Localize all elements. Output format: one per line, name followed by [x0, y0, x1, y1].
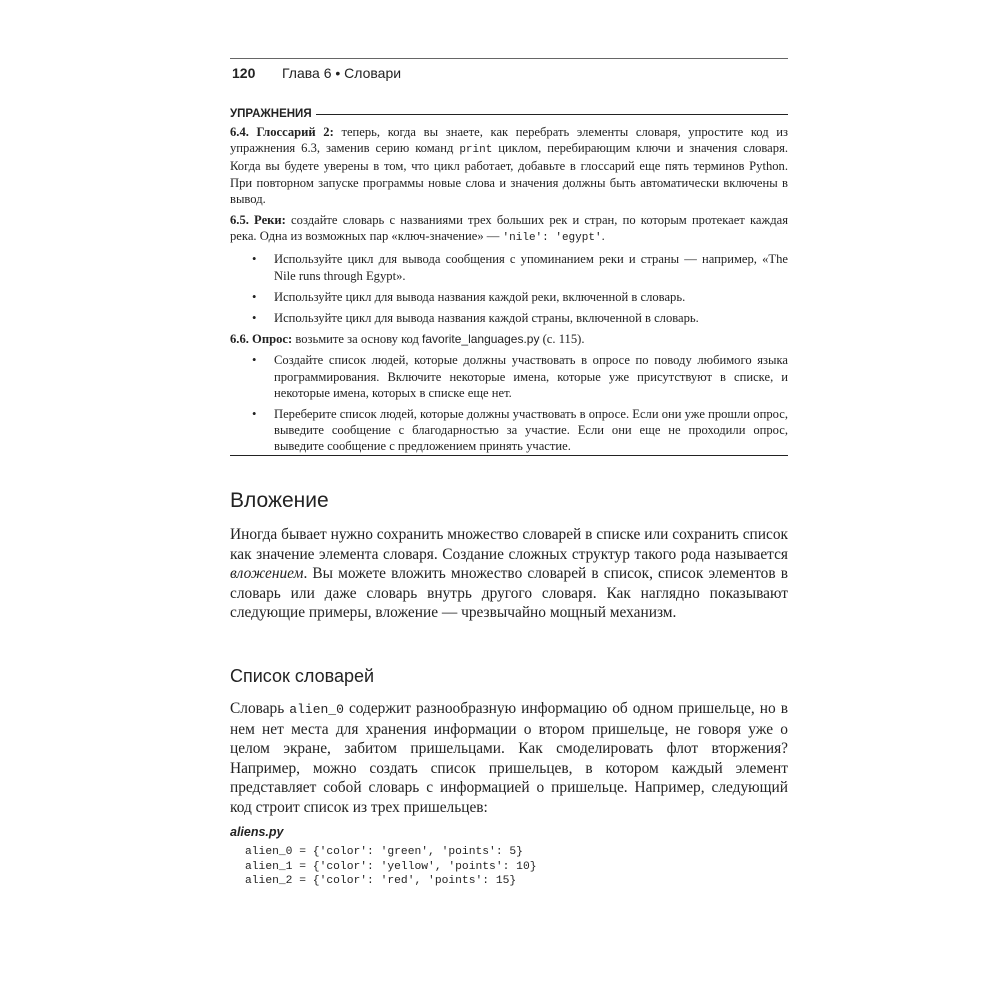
- exercise-label: 6.5. Реки:: [230, 213, 286, 228]
- exercise-6-6-bullets: [230, 352, 788, 454]
- list-item: [230, 289, 788, 305]
- list-item: [230, 251, 788, 283]
- exercise-label: 6.6. Опрос:: [230, 332, 293, 347]
- bullet-icon: •: [252, 407, 257, 422]
- file-reference: favorite_languages.py: [422, 332, 540, 347]
- exercise-text: .: [601, 229, 605, 244]
- bullet-icon: •: [252, 252, 257, 267]
- list-item-text: Создайте список людей, которые должны участвовать в опросе по поводу любимого языка программирования. Включите некоторые имена, которые уже присутствуют в списке, и некоторые имена, которых в списке еще нет.: [274, 353, 788, 400]
- exercises-bottom-rule: [230, 455, 788, 456]
- exercise-text: возьмите за основу код: [292, 332, 423, 347]
- paragraph-text: Иногда бывает нужно сохранить множество словарей в списке или сохранить список как значение элемента словаря. Создание сложных структур такого рода называется: [230, 526, 788, 563]
- list-item-text: Используйте цикл для вывода названия каждой страны, включенной в словарь.: [274, 311, 699, 326]
- inline-code: print: [459, 144, 493, 157]
- code-line: alien_1 = {'color': 'yellow', 'points': 10}: [245, 860, 537, 873]
- list-item-text: Используйте цикл для вывода сообщения с упоминанием реки и страны — например, «The Nile runs through Egypt».: [274, 252, 788, 283]
- page-number: 120: [232, 65, 256, 81]
- exercise-text: создайте словарь с названиями трех больших рек и стран, по которым протекает каждая река. Одна из возможных пар «ключ-значение» —: [230, 213, 788, 244]
- inline-code: 'nile': 'egypt': [502, 232, 602, 245]
- section-heading-nesting: Вложение: [230, 489, 329, 512]
- exercise-6-6: [230, 331, 788, 347]
- chapter-title: Глава 6 • Словари: [282, 65, 402, 81]
- exercises-title-bar: [230, 104, 788, 120]
- code-line: alien_2 = {'color': 'red', 'points': 15}: [245, 875, 517, 887]
- section-heading-list-of-dicts: Список словарей: [230, 666, 375, 686]
- exercise-6-5: [230, 212, 788, 246]
- exercises-box: [230, 124, 788, 460]
- paragraph-text: Словарь: [230, 700, 290, 717]
- list-item: [230, 310, 788, 326]
- list-item: [230, 406, 788, 455]
- bullet-icon: •: [252, 311, 257, 326]
- bullet-icon: •: [252, 289, 257, 304]
- code-line: alien_0 = {'color': 'green', 'points': 5}: [245, 846, 523, 858]
- exercises-title: УПРАЖНЕНИЯ: [230, 108, 316, 120]
- paragraph-text: содержит разнообразную информацию об одном пришельце, но в нем нет места для хранения информации о втором пришельце, не говоря уже о целом экране, забитом пришельцами. Как смоделировать флот вторжения? Например, можно создать список пришельцев, в котором каждый элемент представляет собой словарь с информацией о пришельце. Например, следующий код строит список из трех пришельцев:: [230, 700, 788, 816]
- code-filename: aliens.py: [230, 825, 284, 839]
- exercise-6-4: [230, 124, 788, 207]
- exercise-label: 6.4. Глоссарий 2:: [230, 125, 334, 139]
- nesting-paragraph: [230, 525, 788, 623]
- list-item: [230, 352, 788, 401]
- list-of-dicts-paragraph: [230, 699, 788, 818]
- exercise-6-5-bullets: [230, 251, 788, 326]
- exercise-text: теперь, когда вы знаете, как перебрать элементы словаря, упростите код из упражнения 6.3, заменив серию команд: [230, 125, 789, 156]
- list-item-text: Переберите список людей, которые должны участвовать в опросе. Если они уже прошли опрос, выведите сообщение с благодарностью за участие. Если они еще не проходили опрос, выведите сообщение с предложением принять участие.: [274, 407, 788, 454]
- exercise-text: (с. 115).: [539, 332, 585, 347]
- bullet-icon: •: [252, 353, 257, 368]
- page-header: [230, 58, 788, 81]
- emphasis-term: вложением: [230, 565, 304, 583]
- paragraph-text: . Вы можете вложить множество словарей в список, список элементов в словарь или даже словарь внутрь другого словаря. Как наглядно показывают следующие примеры, вложение — чрезвычайно мощный механизм.: [230, 565, 788, 622]
- code-listing: [245, 845, 537, 889]
- inline-code: alien_0: [289, 702, 344, 717]
- list-item-text: Используйте цикл для вывода названия каждой реки, включенной в словарь.: [274, 289, 686, 304]
- exercise-text: циклом, перебирающим ключи и значения словаря. Когда вы будете уверены в том, что цикл работает, добавьте в глоссарий еще пять терминов Python. При повторном запуске программы новые слова и значения должны быть автоматически включены в вывод.: [230, 141, 789, 206]
